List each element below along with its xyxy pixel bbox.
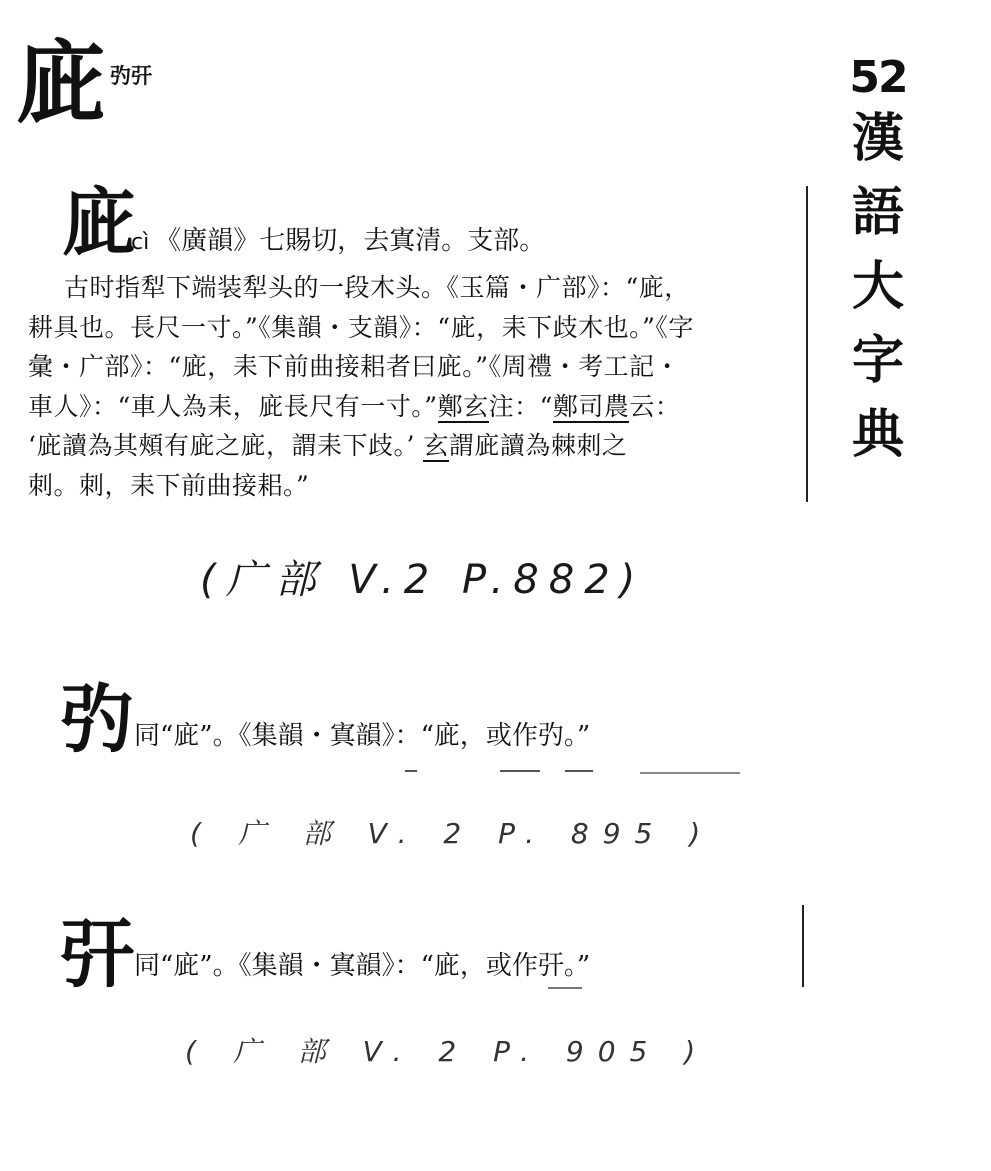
entry-character: 㢨 xyxy=(60,912,134,998)
entry-definition-line: 同“庛”。《集韻・寘韻》：“庛，或作㢨。” xyxy=(134,951,591,981)
headword-variants: 㢩㢨 xyxy=(110,64,152,88)
handwritten-reference: ( 广 部 V. 2 P. 895 ) xyxy=(190,817,715,850)
volume-number: 52 xyxy=(849,52,907,103)
title-char: 字 xyxy=(851,331,904,392)
handwritten-reference: (广部 V.2 P.882) xyxy=(200,557,646,603)
headword-character: 庛 xyxy=(16,30,106,136)
scan-speck xyxy=(500,770,540,772)
name-zheng-sinong: 鄭司農 xyxy=(552,391,630,421)
definition-line: 刺。刺，耒下前曲接耜。” xyxy=(28,470,310,500)
definition-text: 云： xyxy=(629,391,681,421)
definition-text: 車人》：“車人為耒，庛長尺有一寸。” xyxy=(28,391,438,421)
definition-line xyxy=(28,426,798,466)
definition-text: 謂庛讀為棘刺之 xyxy=(448,431,628,461)
title-char: 語 xyxy=(851,183,904,244)
entry-character: 庛 xyxy=(62,180,136,266)
scan-speck xyxy=(548,987,582,989)
title-char: 大 xyxy=(851,257,904,318)
handwritten-reference: ( 广 部 V. 2 P. 905 ) xyxy=(185,1035,710,1068)
entry-character: 㢩 xyxy=(60,677,134,763)
scan-speck xyxy=(405,770,417,772)
definition-line: 古时指犁下端装犁头的一段木头。《玉篇・广部》：“庛， xyxy=(64,273,690,302)
name-xuan: 玄 xyxy=(423,431,449,461)
definition-line: 車人》：“車人為耒，庛長尺有一寸。”鄭玄注：“鄭司農云： xyxy=(28,391,681,421)
entry-definition xyxy=(28,268,798,506)
scan-speck xyxy=(640,772,740,774)
title-char: 漢 xyxy=(851,109,904,170)
dictionary-title xyxy=(843,54,913,472)
name-zheng-xuan: 鄭玄 xyxy=(437,391,489,421)
margin-rule xyxy=(802,905,804,987)
definition-text: ‘庛讀為其頰有庛之庛，謂耒下歧。’ xyxy=(28,431,415,461)
title-char: 典 xyxy=(851,405,904,466)
rhyme-info: 《廣韻》七賜切，去寘清。支部。 xyxy=(155,226,546,256)
definition-text: 注： xyxy=(488,391,540,421)
definition-line: 耕具也。長尺一寸。”《集韻・支韻》：“庛，耒下歧木也。”《字 xyxy=(28,312,694,342)
entry-pronunciation-line xyxy=(131,228,545,254)
definition-line: 彙・广部》：“庛，耒下前曲接耜者曰庛。”《周禮・考工記・ xyxy=(28,352,681,382)
entry-definition-line: 同“庛”。《集韻・寘韻》：“庛，或作㢩。” xyxy=(134,721,591,751)
pinyin: cì xyxy=(131,230,150,255)
margin-rule xyxy=(806,186,808,502)
scan-speck xyxy=(565,770,593,772)
